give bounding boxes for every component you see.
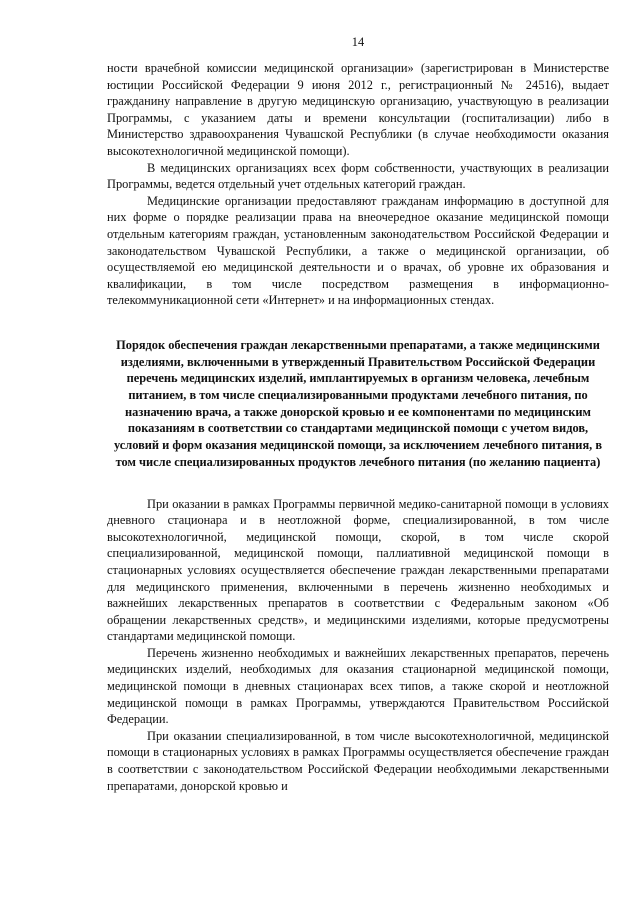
intro-section <box>107 60 609 309</box>
paragraph: Перечень жизненно необходимых и важнейших лекарственных препаратов, перечень медицинских изделий, необходимых для оказания стационарной медицинской помощи, медицинской помощи в дневных стационарах всех типов, а также скорой и неотложной медицинской помощи в рамках Программы, утверждаются Правительством Российской Федерации. <box>107 645 609 727</box>
body-section <box>107 496 609 795</box>
section-heading: Порядок обеспечения граждан лекарственными препаратами, а также медицинскими изделиями, включенными в утвержденный Правительством Российской Федерации перечень медицинских изделий, имплантируемых в организм человека, лечебным питанием, в том числе специализированными продуктами лечебного питания, по назначению врача, а также донорской кровью и ее компонентами по медицинским показаниям в соответствии со стандартами медицинской помощи с учетом видов, условий и форм оказания медицинской помощи, за исключением лечебного питания, в том числе специализированных продуктов лечебного питания (по желанию пациента) <box>113 337 603 469</box>
page-number: 14 <box>351 35 365 49</box>
paragraph: В медицинских организациях всех форм собственности, участвующих в реализации Программы, ведется отдельный учет отдельных категорий граждан. <box>107 160 609 192</box>
paragraph: При оказании специализированной, в том числе высокотехнологичной, медицинской помощи в стационарных условиях в рамках Программы осуществляется обеспечение граждан в соответствии с законодательством Российской Федерации необходимыми лекарственными препаратами, донорской кровью и <box>107 728 609 793</box>
paragraph: ности врачебной комиссии медицинской организации» (зарегистрирован в Министерстве юстиции Российской Федерации 9 июня 2012 г., регистрационный № 24516), выдает гражданину направление в другую медицинскую организацию, участвующую в реализации Программы, с указанием даты и времени консультации (госпитализации) либо в Министерство здравоохранения Чувашской Республики (в случае необходимости оказания высокотехнологичной медицинской помощи). <box>107 61 609 158</box>
paragraph: Медицинские организации предоставляют гражданам информацию в доступной для них форме о порядке реализации права на внеочередное оказание медицинской помощи отдельным категориям граждан, установленным законодательством Российской Федерации и законодательством Чувашской Республики, а также о медицинской организации, об осуществляемой ею медицинской деятельности и о врачах, об уровне их образования и квалификации, в том числе посредством размещения в информационно-телекоммуникационной сети «Интернет» и на информационных стендах. <box>107 193 609 308</box>
paragraph: При оказании в рамках Программы первичной медико-санитарной помощи в условиях дневного стационара и в неотложной форме, специализированной, в том числе высокотехнологичной, медицинской помощи, скорой, в том числе скорой специализированной, медицинской помощи, паллиативной медицинской помощи в стационарных условиях осуществляется обеспечение граждан лекарственными препаратами для медицинского применения, включенными в перечень жизненно необходимых и важнейших лекарственных препаратов в соответствии с Федеральным законом «Об обращении лекарственных средств», и медицинскими изделиями, которые предусмотрены стандартами медицинской помощи. <box>107 496 609 644</box>
